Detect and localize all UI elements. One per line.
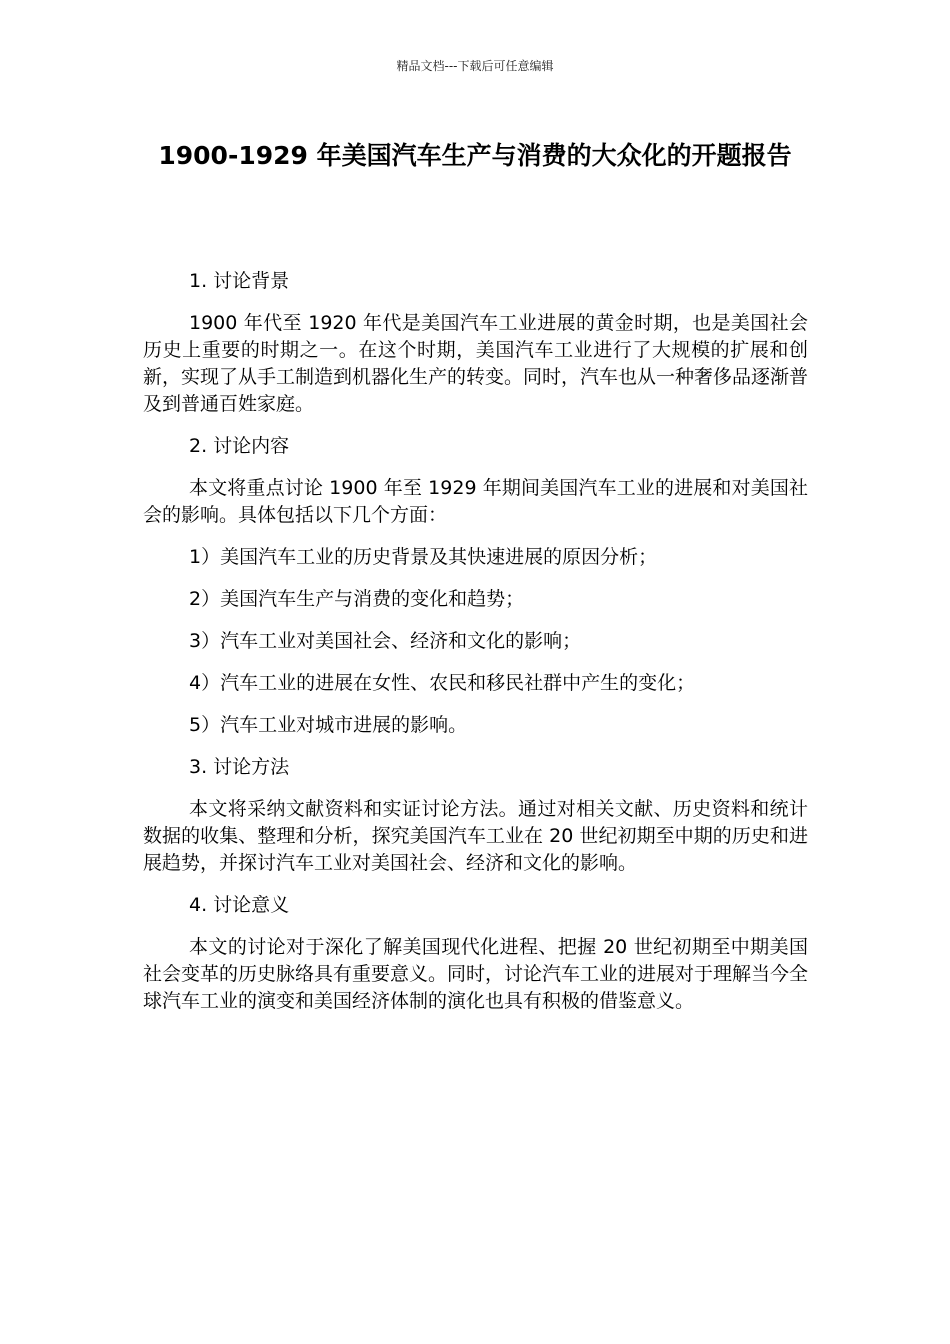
paragraph-background: 1900 年代至 1920 年代是美国汽车工业进展的黄金时期，也是美国社会历史上重要的时期之一。在这个时期，美国汽车工业进行了大规模的扩展和创新，实现了从手工制造到机器化生产的转变。同时，汽车也从一种奢侈品逐渐普及到普通百姓家庭。 [143,312,809,415]
section-heading-method: 3. 讨论方法 [189,756,290,778]
section-heading-significance: 4. 讨论意义 [189,894,290,916]
paragraph-significance: 本文的讨论对于深化了解美国现代化进程、把握 20 世纪初期至中期美国社会变革的历史脉络具有重要意义。同时，讨论汽车工业的进展对于理解当今全球汽车工业的演变和美国经济体制的演化也具有积极的借鉴意义。 [143,936,809,1012]
list-item: 2）美国汽车生产与消费的变化和趋势； [189,588,525,610]
document-title: 1900-1929 年美国汽车生产与消费的大众化的开题报告 [158,141,792,170]
list-item: 1）美国汽车工业的历史背景及其快速进展的原因分析； [189,546,658,568]
document-body [143,268,808,1030]
paragraph-method: 本文将采纳文献资料和实证讨论方法。通过对相关文献、历史资料和统计数据的收集、整理和分析，探究美国汽车工业在 20 世纪初期至中期的历史和进展趋势，并探讨汽车工业对美国社会、经济和文化的影响。 [143,798,808,874]
list-item: 3）汽车工业对美国社会、经济和文化的影响； [189,630,582,652]
paragraph-content: 本文将重点讨论 1900 年至 1929 年期间美国汽车工业的进展和对美国社会的影响。具体包括以下几个方面： [143,477,808,526]
section-heading-background: 1. 讨论背景 [189,270,290,292]
section-heading-content: 2. 讨论内容 [189,435,290,457]
list-item: 4）汽车工业的进展在女性、农民和移民社群中产生的变化； [189,672,696,694]
list-item: 5）汽车工业对城市进展的影响。 [189,714,468,736]
header-note: 精品文档---下载后可任意编辑 [396,59,554,73]
